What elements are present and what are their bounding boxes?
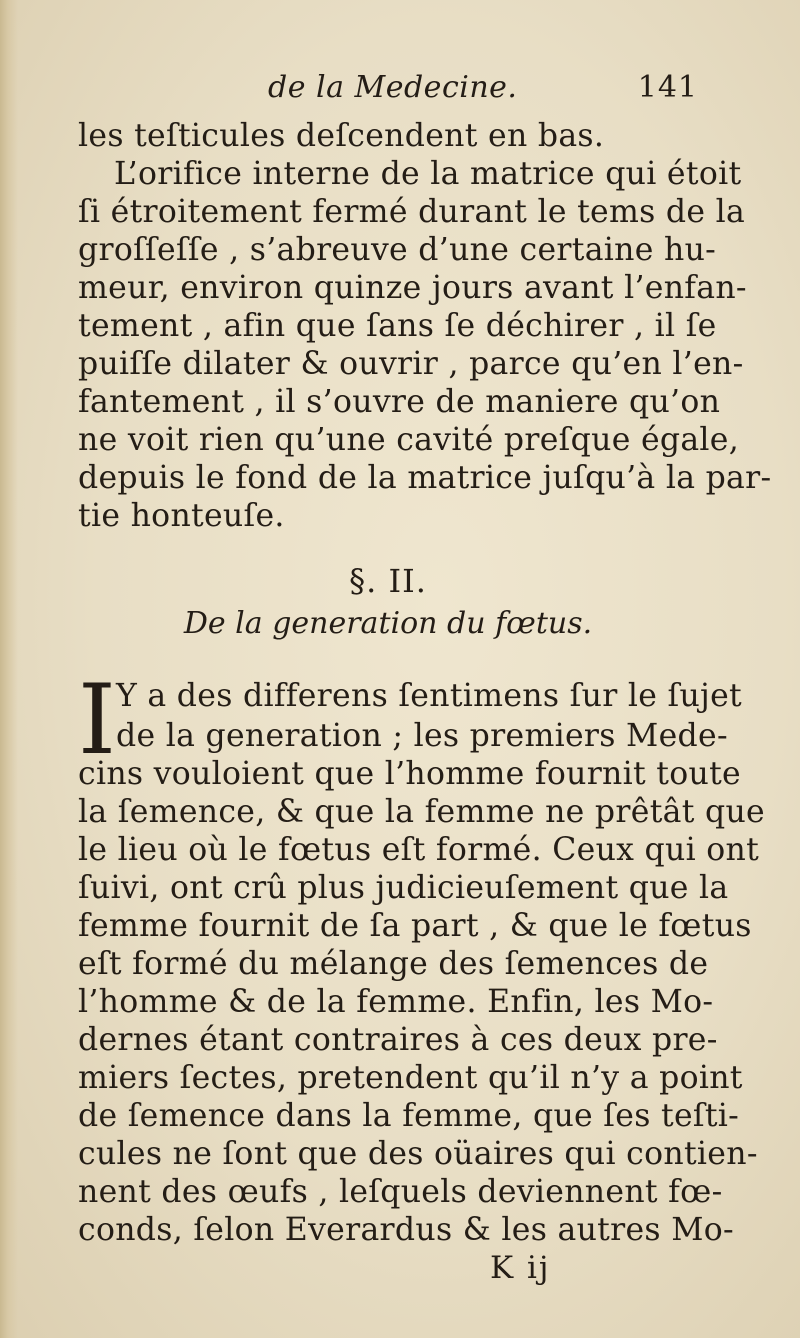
text-line: les teſticules deſcendent en bas. <box>78 118 605 154</box>
text-line: Y a des differens ſentimens ſur le ſujet <box>116 678 743 714</box>
text-line: groſſeſſe , s’abreuve d’une certaine hu- <box>78 232 717 268</box>
text-line: depuis le fond de la matrice juſqu’à la par- <box>78 460 772 496</box>
text-line: nent des œufs , leſquels deviennent fœ- <box>78 1174 723 1210</box>
text-line: dernes étant contraires à ces deux pre- <box>78 1022 718 1058</box>
text-line: miers ſectes, pretendent qu’il n’y a point <box>78 1060 743 1096</box>
text-line: ne voit rien qu’une cavité preſque égale, <box>78 422 740 458</box>
text-line: meur, environ quinze jours avant l’enfan- <box>78 270 747 306</box>
text-line: femme fournit de ſa part , & que le fœtus <box>78 908 752 944</box>
running-head: de la Medecine. <box>268 70 518 105</box>
text-line: de la generation ; les premiers Mede- <box>116 718 728 754</box>
text-line: puiſſe dilater & ouvrir , parce qu’en l’en- <box>78 346 744 382</box>
drop-cap: I <box>78 664 116 776</box>
text-line: conds, ſelon Everardus & les autres Mo- <box>78 1212 734 1248</box>
page-gutter-shadow <box>0 0 18 1338</box>
text-line: tie honteuſe. <box>78 498 285 534</box>
text-line: tement , afin que ſans ſe déchirer , il ſe <box>78 308 717 344</box>
section-number: §. II. <box>349 562 427 600</box>
text-line: l’homme & de la femme. Enfin, les Mo- <box>78 984 714 1020</box>
text-line: ſi étroitement fermé durant le tems de la <box>78 194 746 230</box>
signature-mark: K ij <box>490 1250 551 1286</box>
text-line: L’orifice interne de la matrice qui étoit <box>114 156 742 192</box>
text-line: le lieu où le fœtus eſt formé. Ceux qui ont <box>78 832 760 868</box>
text-line: eſt formé du mélange des ſemences de <box>78 946 709 982</box>
text-line: de ſemence dans la femme, que ſes teſti- <box>78 1098 740 1134</box>
text-line: fantement , il s’ouvre de maniere qu’on <box>78 384 721 420</box>
page-header <box>78 68 698 118</box>
page-number: 141 <box>637 70 698 105</box>
text-line: cules ne ſont que des oüaires qui contien- <box>78 1136 758 1172</box>
text-line: la ſemence, & que la femme ne prêtât que <box>78 794 766 830</box>
text-line: cins vouloient que l’homme fournit toute <box>78 756 741 792</box>
section-title: De la generation du fœtus. <box>183 606 593 641</box>
text-line: ſuivi, ont crû plus judicieuſement que la <box>78 870 729 906</box>
